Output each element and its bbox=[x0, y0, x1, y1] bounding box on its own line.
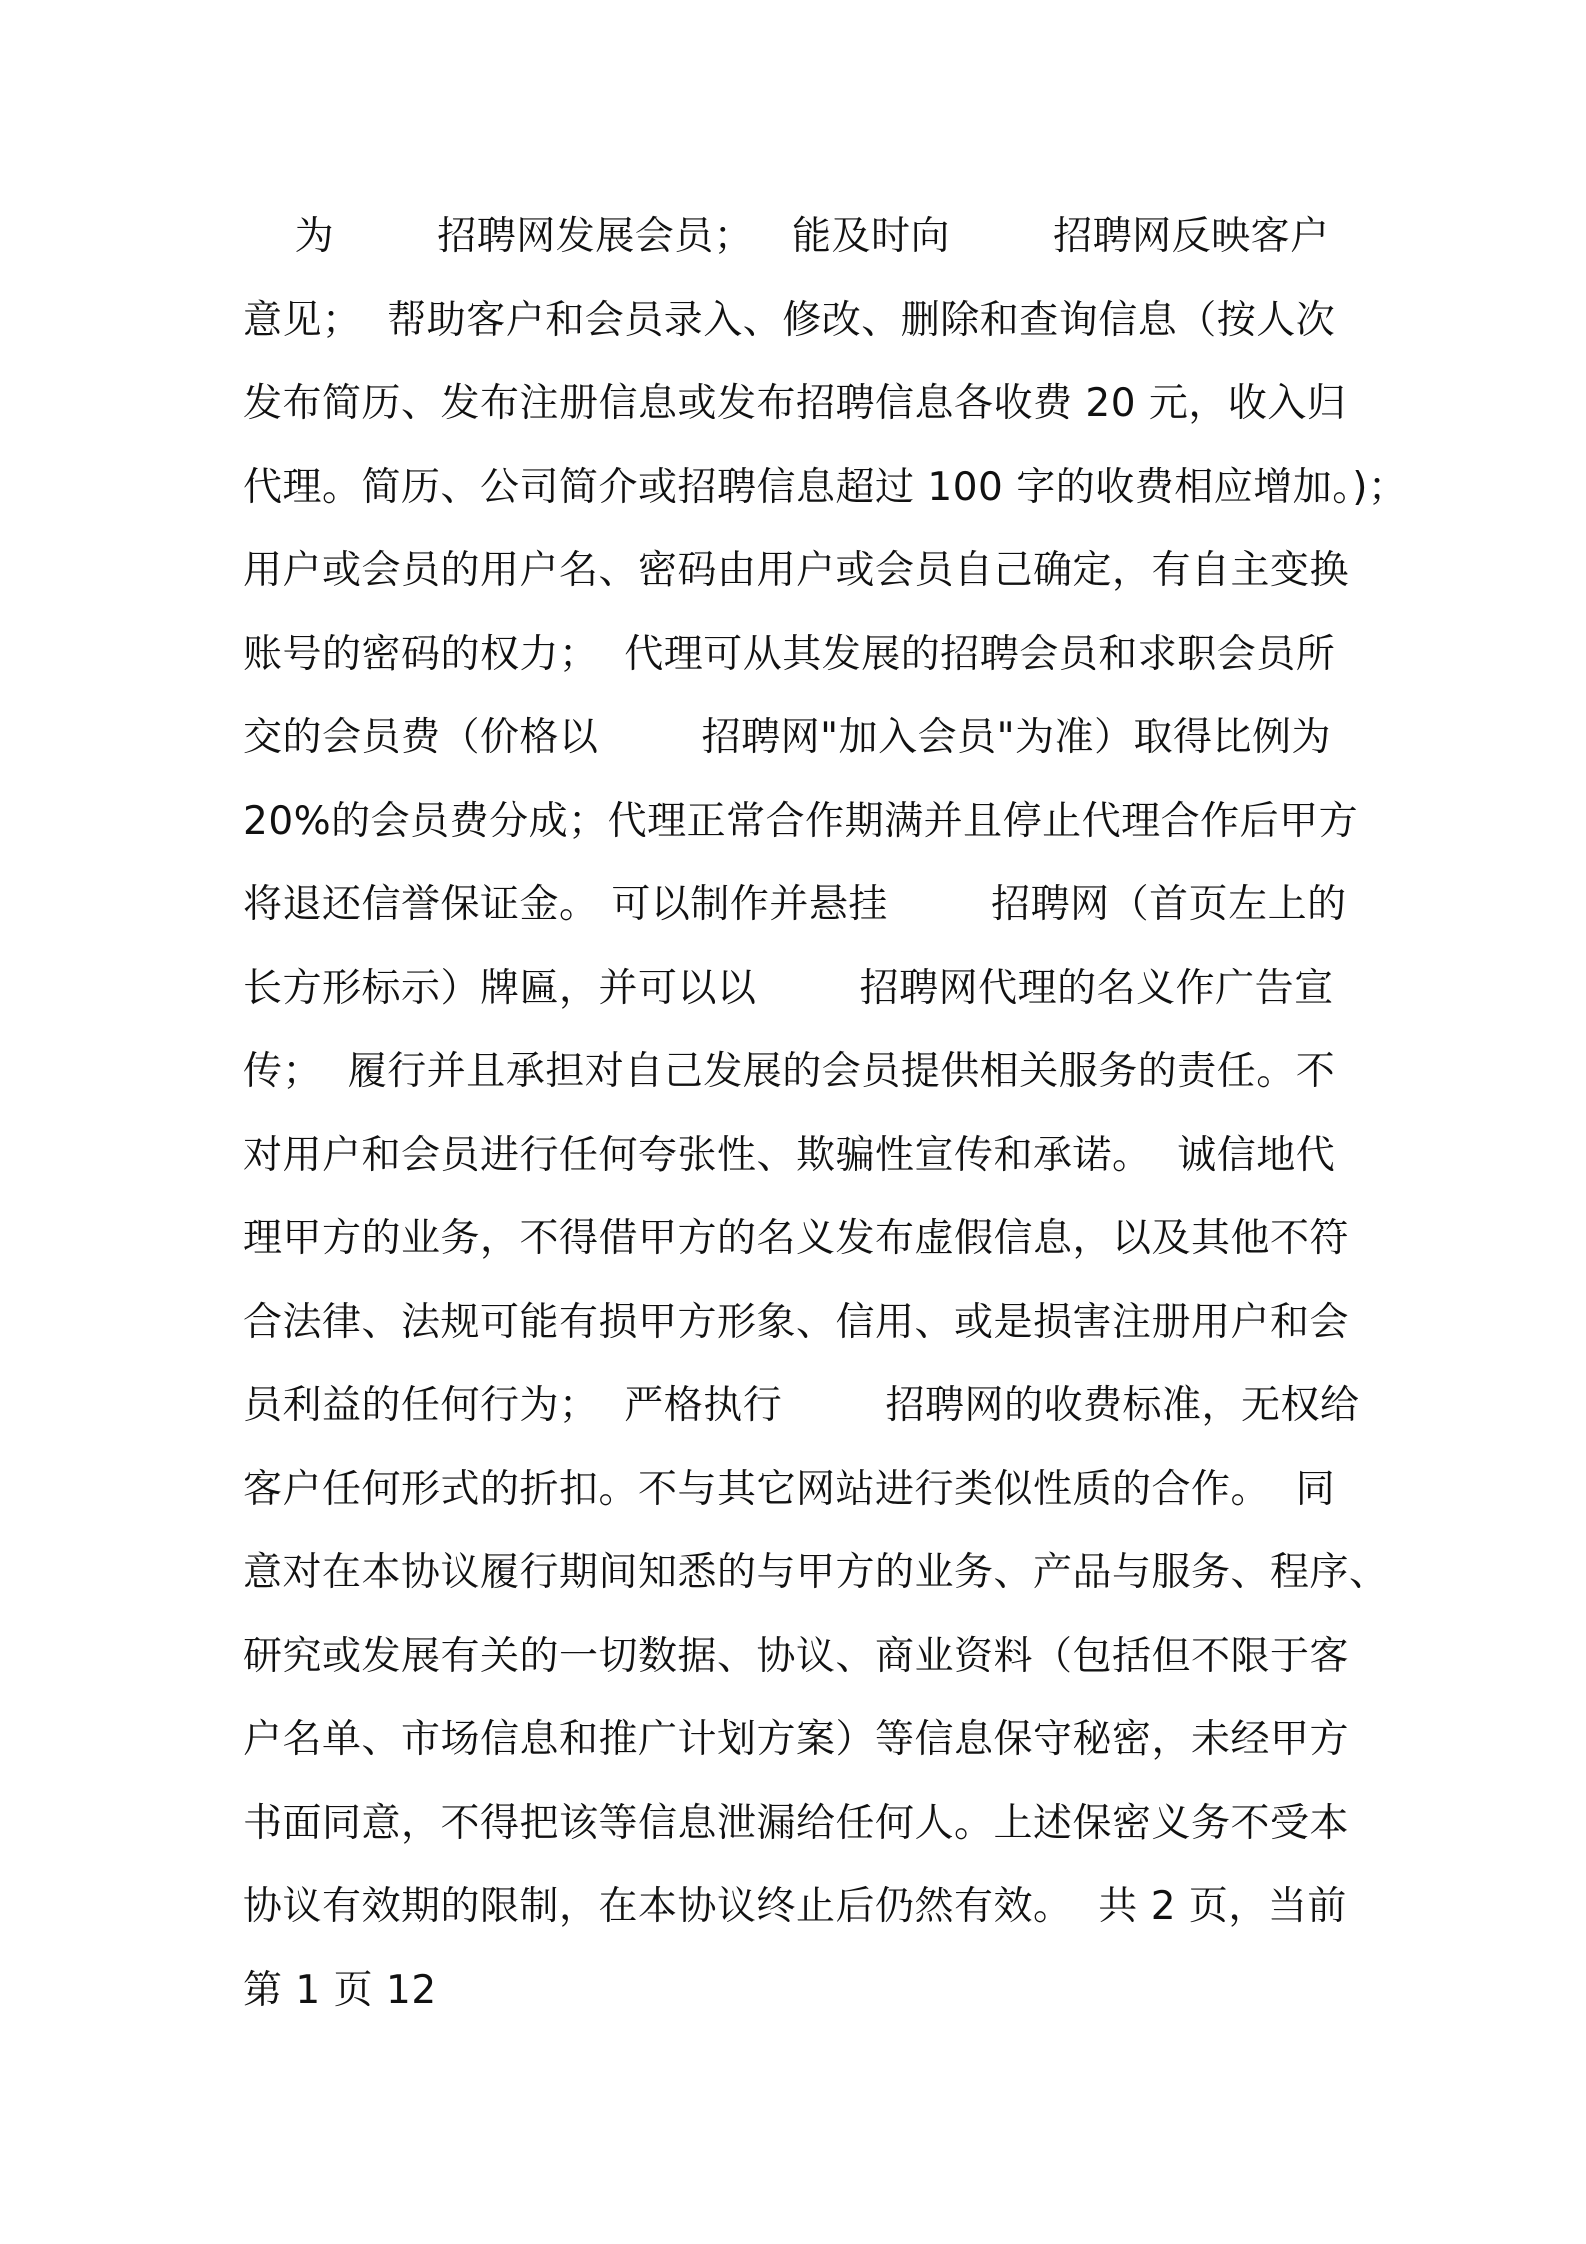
document-body bbox=[243, 195, 1408, 2032]
text-line: 合法律、法规可能有损甲方形象、信用、或是损害注册用户和会 bbox=[243, 1299, 1350, 1345]
text-line: 户名单、市场信息和推广计划方案）等信息保守秘密，未经甲方 bbox=[243, 1717, 1350, 1762]
text-line: 长方形标示）牌匾，并可以以 招聘网代理的名义作广告宣 bbox=[243, 965, 1334, 1011]
text-line: 发布简历、发布注册信息或发布招聘信息各收费 20 元，收入归 bbox=[243, 381, 1347, 426]
text-line: 将退还信誉保证金。 可以制作并悬挂 招聘网（首页左上的 bbox=[243, 882, 1347, 927]
text-line: 对用户和会员进行任何夸张性、欺骗性宣传和承诺。 诚信地代 bbox=[243, 1132, 1336, 1178]
text-line: 代理。简历、公司简介或招聘信息超过 100 字的收费相应增加。)； bbox=[243, 464, 1408, 510]
text-line: 理甲方的业务，不得借甲方的名义发布虚假信息，以及其他不符 bbox=[243, 1216, 1350, 1261]
text-line: 账号的密码的权力； 代理可从其发展的招聘会员和求职会员所 bbox=[243, 631, 1336, 677]
page-footer-line: 第 1 页 12 bbox=[243, 1967, 437, 2013]
text-line: 20%的会员费分成；代理正常合作期满并且停止代理合作后甲方 bbox=[243, 798, 1359, 844]
text-line: 为 招聘网发展会员； 能及时向 招聘网反映客户 bbox=[243, 214, 1330, 259]
text-line: 用户或会员的用户名、密码由用户或会员自己确定，有自主变换 bbox=[243, 548, 1350, 593]
text-line: 书面同意，不得把该等信息泄漏给任何人。上述保密义务不受本 bbox=[243, 1800, 1350, 1846]
text-line: 客户任何形式的折扣。不与其它网站进行类似性质的合作。 同 bbox=[243, 1466, 1336, 1512]
text-line: 意对在本协议履行期间知悉的与甲方的业务、产品与服务、程序、 bbox=[243, 1550, 1389, 1595]
text-line: 交的会员费（价格以 招聘网"加入会员"为准）取得比例为 bbox=[243, 715, 1332, 760]
text-line: 协议有效期的限制，在本协议终止后仍然有效。 共 2 页，当前 bbox=[243, 1884, 1347, 1929]
text-line: 传； 履行并且承担对自己发展的会员提供相关服务的责任。不 bbox=[243, 1049, 1336, 1094]
text-line: 员利益的任何行为； 严格执行 招聘网的收费标准，无权给 bbox=[243, 1383, 1360, 1428]
text-line: 意见； 帮助客户和会员录入、修改、删除和查询信息（按人次 bbox=[243, 297, 1336, 343]
text-line: 研究或发展有关的一切数据、协议、商业资料（包括但不限于客 bbox=[243, 1633, 1350, 1679]
